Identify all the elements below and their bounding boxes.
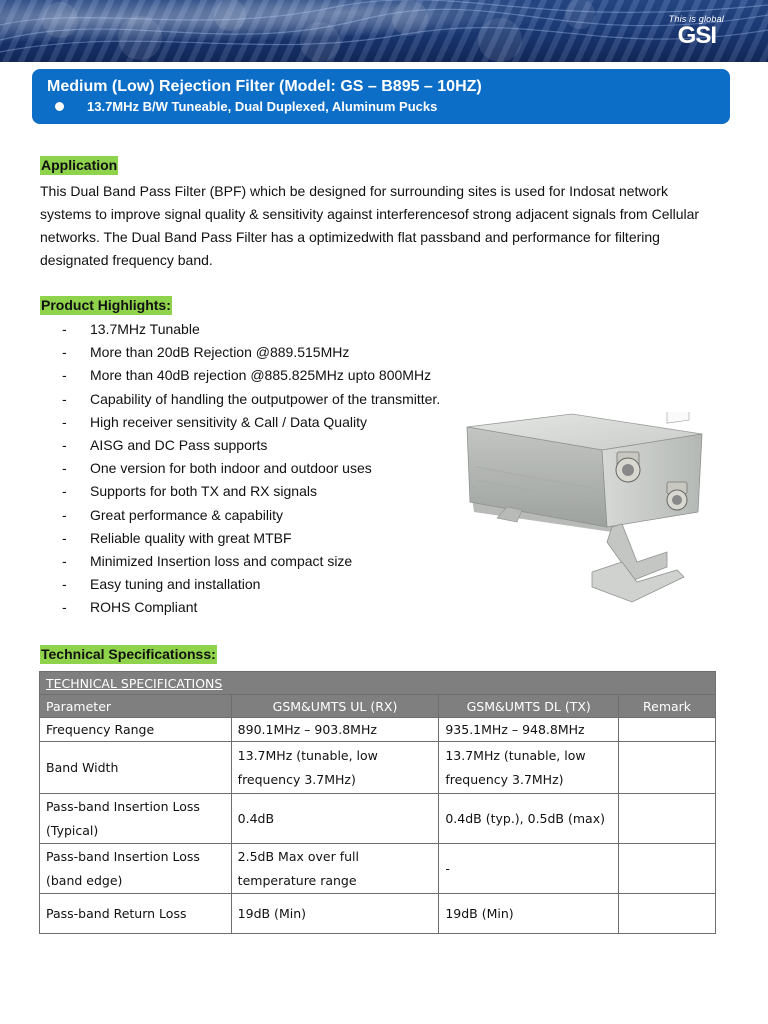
title-box [32, 69, 730, 124]
list-item: - More than 40dB rejection @885.825MHz upto 800MHz [62, 367, 432, 384]
list-item: - Great performance & capability [62, 506, 283, 523]
list-item: - Capability of handling the outputpower of the transmitter. [62, 390, 441, 407]
bullet-icon [55, 102, 64, 111]
application-heading: Application [41, 157, 118, 173]
specs-heading: Technical Specificationss: [41, 646, 216, 662]
table-header-row [40, 695, 716, 718]
table-row [40, 894, 716, 934]
list-item: - Easy tuning and installation [62, 576, 261, 593]
highlights-heading: Product Highlights: [41, 297, 171, 313]
table-cell: Band Width [40, 742, 232, 794]
paragraph-line: designated frequency band. [40, 252, 213, 268]
banner-texture [0, 0, 768, 62]
list-item: - Minimized Insertion loss and compact size [62, 552, 353, 569]
table-cell: 0.4dB (typ.), 0.5dB (max) [439, 794, 619, 844]
table-cell: Pass-band Return Loss [40, 894, 232, 934]
list-item: - More than 20dB Rejection @889.515MHz [62, 344, 350, 361]
table-cell: - [439, 844, 619, 894]
table-cell [619, 794, 716, 844]
table-cell: Pass-band Insertion Loss (band edge) [40, 844, 232, 894]
specs-table [39, 671, 716, 934]
list-item: - ROHS Compliant [62, 599, 198, 616]
table-caption: TECHNICAL SPECIFICATIONS [40, 672, 716, 695]
table-cell: 935.1MHz – 948.8MHz [439, 718, 619, 742]
highlights-list [62, 318, 440, 619]
filter-product-image [462, 412, 710, 612]
table-cell [619, 742, 716, 794]
table-row [40, 718, 716, 742]
column-header: GSM&UMTS DL (TX) [439, 695, 619, 718]
list-item: - AISG and DC Pass supports [62, 436, 268, 453]
table-cell [619, 718, 716, 742]
table-row [40, 844, 716, 894]
brand-logo [668, 14, 724, 49]
table-cell [619, 844, 716, 894]
application-paragraph [40, 180, 720, 272]
table-row [40, 794, 716, 844]
column-header: GSM&UMTS UL (RX) [231, 695, 439, 718]
paragraph-line: This Dual Band Pass Filter (BPF) which be designed for surrounding sites is used for Indosat network [40, 183, 668, 199]
table-cell: 0.4dB [231, 794, 439, 844]
table-cell [619, 894, 716, 934]
table-row [40, 742, 716, 794]
table-cell: 13.7MHz (tunable, low frequency 3.7MHz) [439, 742, 619, 794]
logo-text: GSI [677, 22, 716, 49]
list-item: - High receiver sensitivity & Call / Data Quality [62, 413, 367, 430]
page-title: Medium (Low) Rejection Filter (Model: GS – B895 – 10HZ) [47, 78, 482, 95]
paragraph-line: networks. The Dual Band Pass Filter has a optimizedwith flat passband and performance for filtering [40, 229, 660, 245]
table-cell: 19dB (Min) [439, 894, 619, 934]
table-cell: Pass-band Insertion Loss (Typical) [40, 794, 232, 844]
header-banner [0, 0, 768, 62]
list-item: - Reliable quality with great MTBF [62, 529, 292, 546]
table-cell: Frequency Range [40, 718, 232, 742]
list-item: - 13.7MHz Tunable [62, 321, 200, 337]
list-item: - Supports for both TX and RX signals [62, 483, 317, 500]
table-cell: 19dB (Min) [231, 894, 439, 934]
table-cell: 13.7MHz (tunable, low frequency 3.7MHz) [231, 742, 439, 794]
table-cell: 890.1MHz – 903.8MHz [231, 718, 439, 742]
table-cell: 2.5dB Max over full temperature range [231, 844, 439, 894]
page-subtitle: 13.7MHz B/W Tuneable, Dual Duplexed, Aluminum Pucks [87, 99, 438, 114]
list-item: - One version for both indoor and outdoor uses [62, 460, 372, 477]
table-caption-row [40, 672, 716, 695]
paragraph-line: systems to improve signal quality & sensitivity against interferencesof strong adjacent signals from Cellular [40, 206, 700, 222]
column-header: Remark [619, 695, 716, 718]
column-header: Parameter [40, 695, 232, 718]
brand-tagline: This is global [668, 14, 724, 24]
